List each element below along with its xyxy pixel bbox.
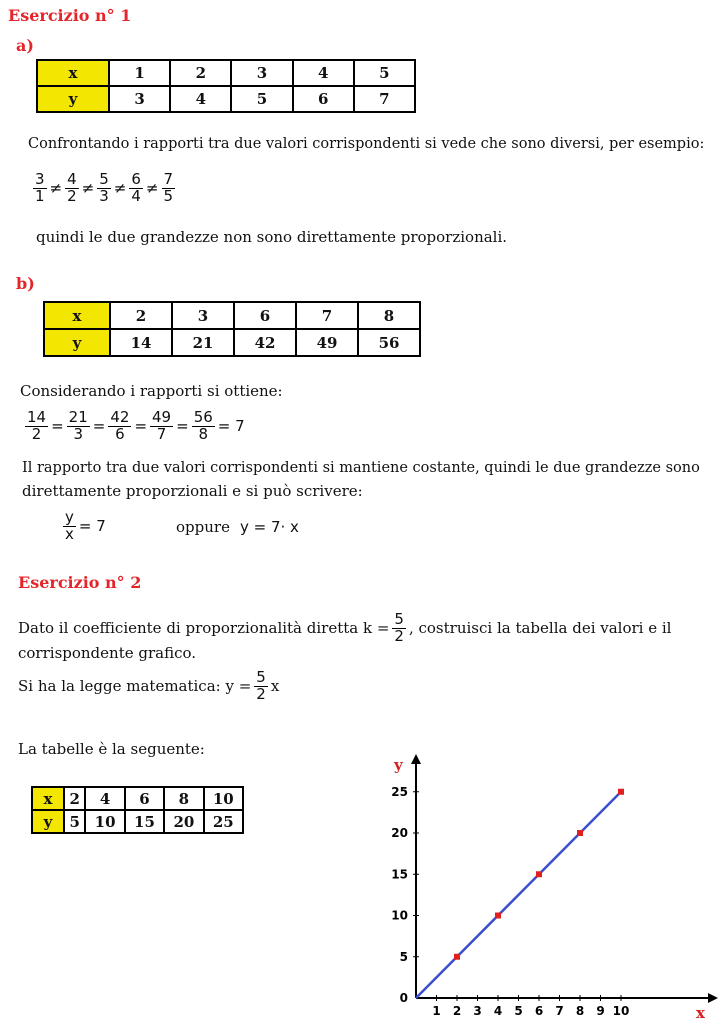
x-tick-label: 10	[612, 1004, 630, 1018]
y-tick-label: 10	[391, 908, 408, 923]
ex1-b-formula2: y = 7· x	[240, 518, 299, 536]
table-b-cell: 42	[234, 329, 296, 356]
table-a-cell: 1	[109, 60, 170, 86]
fraction: $\frac{y}{x}$	[65, 508, 74, 543]
table-b-cell: 6	[234, 302, 296, 329]
table-b	[43, 301, 421, 357]
x-tick-label: 5	[514, 1004, 523, 1018]
table-ex2	[31, 786, 244, 834]
table-b-cell: 2	[110, 302, 172, 329]
table-a-cell: 4	[170, 86, 231, 112]
y-tick-label: 25	[391, 784, 408, 799]
ex2-text1: Dato il coefficiente di proporzionalità diretta k = $\frac{5}{2}$ , costruisci la tabella dei valori e il	[18, 610, 672, 645]
table-a-cell: 4	[293, 60, 354, 86]
ex1-title: Esercizio n° 1	[8, 6, 132, 25]
fraction: $\frac{5}{3}$	[99, 170, 109, 205]
ex2-text4: La tabelle è la seguente:	[18, 740, 205, 758]
table-ex2-y-header: y	[32, 810, 64, 833]
data-point	[454, 954, 460, 960]
table-ex2-cell: 25	[204, 810, 243, 833]
fraction: $\frac{7}{5}$	[163, 170, 174, 205]
table-a-x-header: x	[37, 60, 109, 86]
table-ex2-cell: 15	[125, 810, 164, 833]
table-ex2-cell: 4	[85, 787, 124, 810]
y-tick-label: 15	[391, 867, 408, 882]
x-tick-label: 2	[452, 1004, 462, 1018]
table-b-cell: 49	[296, 329, 358, 356]
ex1-part-a-label: a)	[16, 36, 34, 55]
ex1-b-text1: Considerando i rapporti si ottiene:	[20, 382, 283, 400]
table-b-y-header: y	[44, 329, 110, 356]
data-point	[536, 871, 542, 877]
data-point	[495, 913, 501, 919]
fraction: $\frac{4}{2}$	[67, 170, 77, 205]
x-axis-label: x	[696, 1004, 705, 1022]
table-ex2-cell: 2	[64, 787, 85, 810]
table-a-y-header: y	[37, 86, 109, 112]
table-b-x-header: x	[44, 302, 110, 329]
line-chart	[380, 750, 720, 1024]
fraction: $\frac{5}{2}$	[256, 668, 266, 703]
table-b-cell: 3	[172, 302, 234, 329]
table-a-cell: 2	[170, 60, 231, 86]
ex1-b-text3: direttamente proporzionali e si può scrivere:	[22, 482, 363, 500]
table-a	[36, 59, 416, 113]
table-a-cell: 6	[293, 86, 354, 112]
table-ex2-cell: 8	[164, 787, 203, 810]
y-tick-label: 20	[391, 826, 408, 840]
ex1-a-fraction-chain: $\frac{3}{1}$ ≠ $\frac{4}{2}$ ≠ $\frac{5}{3}$ ≠ $\frac{6}{4}$ ≠ $\frac{7}{5}$	[35, 170, 174, 205]
table-ex2-cell: 10	[204, 787, 243, 810]
table-a-cell: 3	[109, 86, 170, 112]
ex1-b-oppure: oppure	[176, 518, 230, 536]
ex1-b-text2: Il rapporto tra due valori corrispondenti si mantiene costante, quindi le due grandezze sono	[22, 460, 700, 476]
x-tick-label: 8	[575, 1004, 585, 1018]
table-b-cell: 56	[358, 329, 420, 356]
y-axis-label: y	[394, 756, 403, 774]
fraction: $\frac{21}{3}$	[68, 408, 88, 443]
table-ex2-cell: 6	[125, 787, 164, 810]
ex2-text3: Si ha la legge matematica: y = $\frac{5}{2}$ x	[18, 668, 280, 703]
x-tick-label: 3	[473, 1004, 482, 1018]
table-ex2-cell: 10	[85, 810, 124, 833]
table-a-cell: 7	[354, 86, 415, 112]
fraction: $\frac{14}{2}$	[27, 408, 47, 443]
table-a-cell: 5	[231, 86, 292, 112]
table-ex2-x-header: x	[32, 787, 64, 810]
y-tick-label: 0	[399, 991, 408, 1005]
fraction: $\frac{42}{6}$	[110, 408, 130, 443]
table-b-cell: 14	[110, 329, 172, 356]
ex1-a-text1: Confrontando i rapporti tra due valori corrispondenti si vede che sono diversi, per esempio:	[28, 136, 705, 152]
fraction: $\frac{5}{2}$	[394, 610, 404, 645]
table-b-cell: 21	[172, 329, 234, 356]
ex1-b-fraction-chain: $\frac{14}{2}$ = $\frac{21}{3}$ = $\frac{42}{6}$ = $\frac{49}{7}$ = $\frac{56}{8}$ = 7	[27, 408, 245, 443]
y-tick-label: 5	[399, 949, 408, 964]
table-b-cell: 8	[358, 302, 420, 329]
y-axis-arrow	[411, 754, 421, 764]
fraction: $\frac{3}{1}$	[35, 170, 45, 205]
ex2-title: Esercizio n° 2	[18, 573, 142, 592]
fraction: $\frac{49}{7}$	[152, 408, 172, 443]
x-tick-label: 6	[534, 1004, 544, 1018]
table-ex2-cell: 20	[164, 810, 203, 833]
x-tick-label: 7	[555, 1004, 564, 1018]
x-tick-label: 9	[596, 1004, 605, 1018]
series-line	[416, 792, 621, 998]
data-point	[577, 830, 583, 836]
table-b-cell: 7	[296, 302, 358, 329]
table-ex2-cell: 5	[64, 810, 85, 833]
ex1-part-b-label: b)	[16, 274, 35, 293]
x-tick-label: 4	[493, 1004, 503, 1018]
table-a-cell: 5	[354, 60, 415, 86]
table-a-cell: 3	[231, 60, 292, 86]
ex1-a-text2: quindi le due grandezze non sono direttamente proporzionali.	[36, 228, 508, 246]
ex2-text2: corrispondente grafico.	[18, 644, 197, 662]
x-axis-arrow	[708, 993, 718, 1003]
x-tick-label: 1	[432, 1004, 441, 1018]
data-point	[618, 789, 624, 795]
fraction: $\frac{56}{8}$	[193, 408, 213, 443]
ex1-b-formula: $\frac{y}{x}$ = 7	[65, 508, 106, 543]
fraction: $\frac{6}{4}$	[131, 170, 141, 205]
